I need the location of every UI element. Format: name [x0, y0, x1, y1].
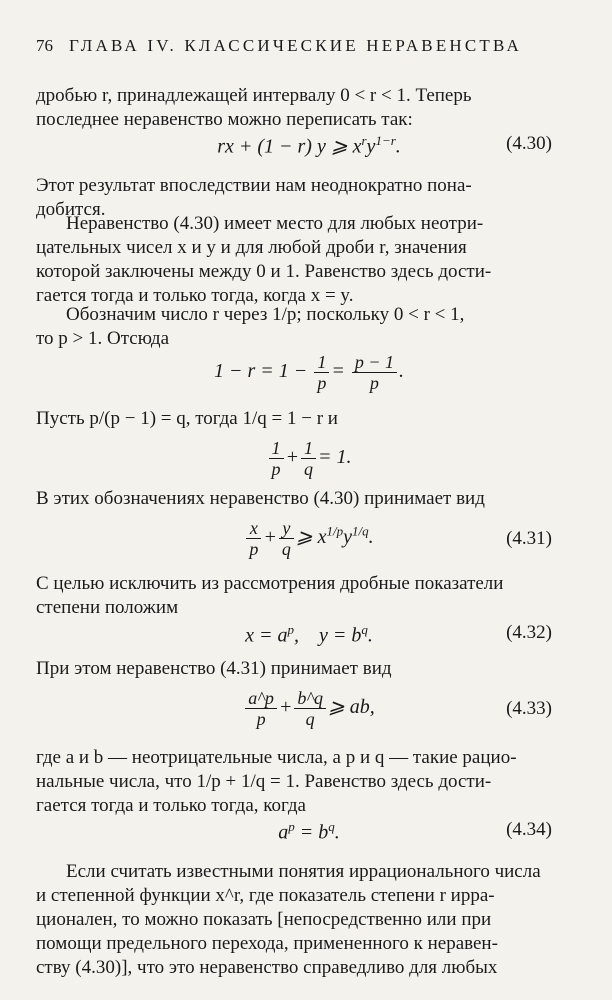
frac-num: p − 1: [352, 352, 397, 373]
paragraph-9: [36, 746, 582, 818]
equation-number: (4.31): [506, 528, 552, 549]
text-line: При этом неравенство (4.31) принимает вид: [36, 658, 392, 679]
frac-num: y: [279, 518, 294, 539]
text-line: и степенной функции x^r, где показатель степени r ирра-: [36, 885, 495, 906]
fraction: [301, 438, 316, 479]
text-line: Обозначим число r через 1/p; поскольку 0 < r < 1,: [66, 304, 465, 325]
text-line: Неравенство (4.30) имеет место для любых неотри-: [66, 213, 484, 234]
text-line: добится.: [36, 199, 106, 220]
fraction: [245, 688, 277, 729]
equation-number: (4.32): [506, 622, 552, 643]
eq-sup: p: [287, 622, 294, 637]
frac-den: q: [281, 539, 291, 559]
paragraph-1: [36, 84, 582, 132]
frac-den: q: [305, 709, 315, 729]
equation-4-32: [36, 622, 582, 648]
paragraph-4: [36, 303, 582, 351]
text-line: которой заключены между 0 и 1. Равенство здесь дости-: [36, 261, 492, 282]
equation-4-34: [36, 819, 582, 845]
eq-text: .: [395, 135, 401, 158]
running-header: [36, 36, 576, 56]
text-line: В этих обозначениях неравенство (4.30) принимает вид: [36, 488, 485, 509]
paragraph-10: [36, 860, 582, 980]
frac-den: p: [317, 373, 327, 393]
eq-sup: p: [288, 819, 295, 834]
eq-text: 1 − r = 1 −: [214, 360, 308, 383]
eq-text: rx + (1 − r) y ⩾ x: [217, 135, 362, 158]
eq-text: x = a: [245, 624, 288, 647]
paragraph-8: [36, 657, 582, 681]
eq-text: =: [331, 360, 345, 383]
frac-den: q: [304, 459, 313, 479]
text-line: то p > 1. Отсюда: [36, 328, 170, 349]
text-line: помощи предельного перехода, примененного к неравен-: [36, 933, 498, 954]
fraction: [352, 352, 397, 393]
text-line: степени положим: [36, 597, 179, 618]
fraction: [294, 688, 326, 729]
eq-text: ⩾ ab,: [327, 696, 375, 719]
eq-text: .: [334, 821, 340, 844]
eq-text: +: [263, 526, 277, 549]
text-line: ству (4.30)], что это неравенство справедливо для любых: [36, 957, 498, 978]
chapter-title: ГЛАВА IV. КЛАССИЧЕСКИЕ НЕРАВЕНСТВА: [69, 36, 522, 55]
equation-4-31: [36, 518, 582, 559]
text-line: С целью исключить из рассмотрения дробные показатели: [36, 573, 504, 594]
text-line: цательных чисел x и y и для любой дроби r, значения: [36, 237, 467, 258]
text-line: дробью r, принадлежащей интервалу 0 < r < 1. Теперь: [36, 85, 472, 106]
eq-sup: q: [328, 819, 335, 834]
equation-number: (4.33): [506, 698, 552, 719]
paragraph-5: [36, 407, 582, 431]
fraction: [246, 518, 261, 559]
eq-text: .: [398, 360, 404, 383]
frac-num: a^p: [245, 688, 277, 709]
equation-number: (4.30): [506, 133, 552, 154]
eq-text: a: [278, 821, 289, 844]
frac-den: p: [256, 709, 266, 729]
eq-text: .: [367, 624, 373, 647]
fraction: [314, 352, 329, 393]
equation-pq: [36, 438, 582, 479]
frac-num: 1: [269, 438, 284, 459]
frac-den: p: [369, 373, 379, 393]
eq-sup: 1/p: [326, 523, 344, 539]
eq-text: = b: [294, 821, 329, 844]
text-line: нальные числа, что 1/p + 1/q = 1. Равенство здесь дости-: [36, 771, 492, 792]
frac-num: 1: [314, 352, 329, 373]
text-line: гается тогда и только тогда, когда x = y.: [36, 285, 354, 306]
eq-sup: q: [361, 622, 368, 637]
text-line: гается тогда и только тогда, когда: [36, 795, 306, 816]
eq-text: = 1.: [318, 446, 352, 469]
eq-text: y: [343, 526, 353, 549]
frac-num: 1: [301, 438, 316, 459]
eq-text: y: [366, 135, 376, 158]
frac-num: b^q: [294, 688, 326, 709]
eq-text: +: [285, 446, 299, 469]
equation-4-33: [36, 688, 582, 729]
eq-sup: r: [361, 133, 367, 148]
fraction: [269, 438, 284, 479]
text-line: ционален, то можно показать [непосредственно или при: [36, 909, 492, 930]
eq-text: .: [368, 526, 374, 549]
paragraph-7: [36, 572, 582, 620]
text-line: Пусть p/(p − 1) = q, тогда 1/q = 1 − r и: [36, 408, 338, 429]
text-line: последнее неравенство можно переписать так:: [36, 109, 413, 130]
eq-sup: 1−r: [375, 133, 396, 148]
page-number: 76: [36, 36, 53, 55]
eq-text: , y = b: [294, 624, 362, 647]
eq-text: ⩾ x: [295, 526, 327, 549]
frac-num: x: [246, 518, 261, 539]
equation-r: [36, 352, 582, 393]
paragraph-6: [36, 487, 582, 511]
text-line: Если считать известными понятия иррационального числа: [66, 861, 541, 882]
eq-text: +: [278, 696, 293, 719]
paragraph-3: [36, 212, 582, 308]
frac-den: p: [249, 539, 259, 559]
equation-4-30: [36, 133, 582, 159]
fraction: [279, 518, 294, 559]
text-line: Этот результат впоследствии нам неоднократно пона-: [36, 175, 472, 196]
equation-number: (4.34): [506, 819, 552, 840]
eq-sup: 1/q: [352, 523, 369, 539]
text-line: где a и b — неотрицательные числа, а p и q — такие рацио-: [36, 747, 517, 768]
frac-den: p: [271, 459, 281, 479]
